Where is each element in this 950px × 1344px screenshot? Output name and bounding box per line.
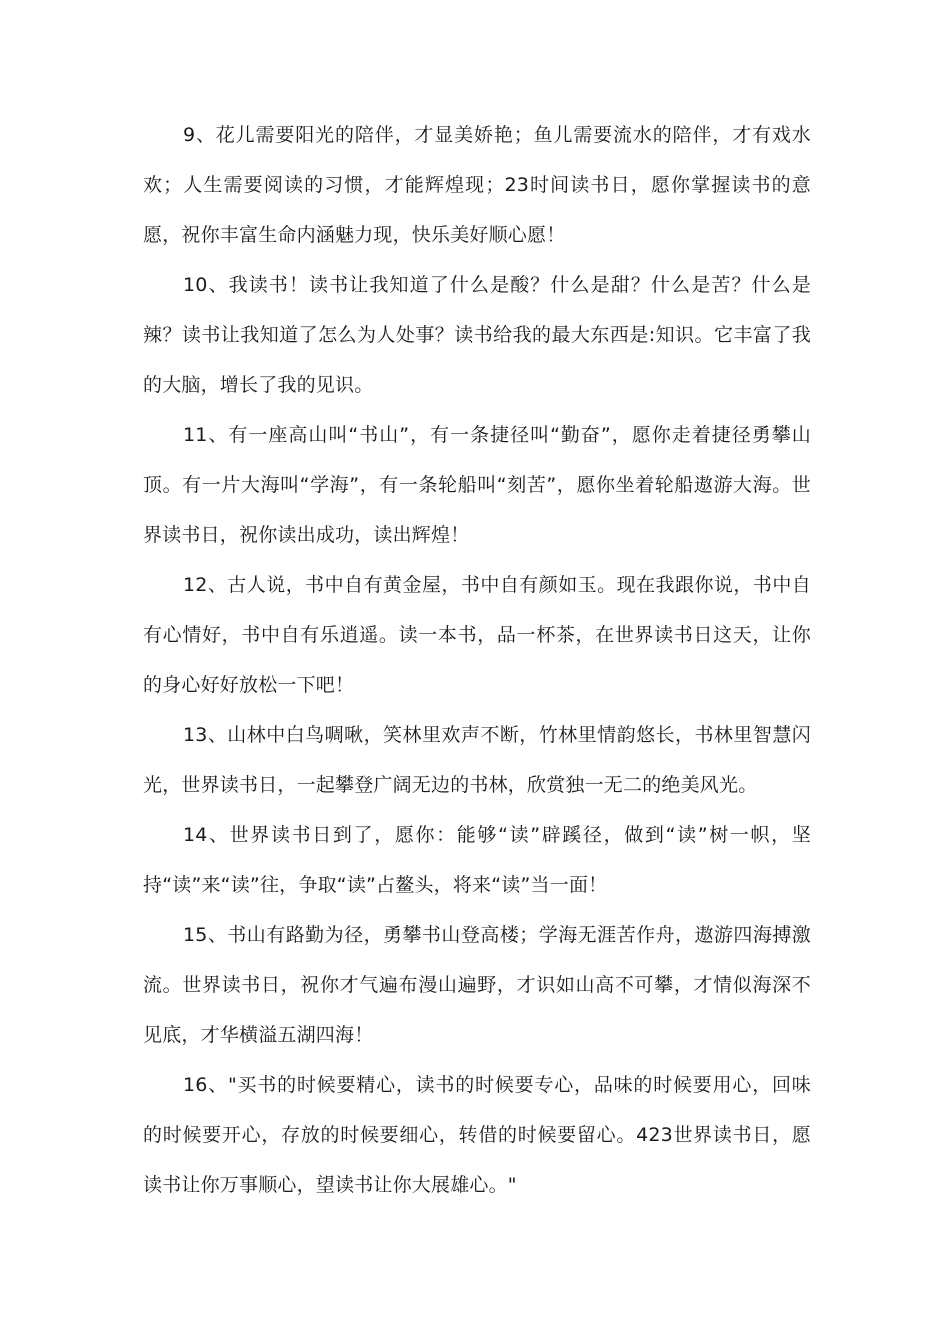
paragraph-10: 10、我读书！读书让我知道了什么是酸？什么是甜？什么是苦？什么是辣？读书让我知道了怎么为人处事？读书给我的最大东西是:知识。它丰富了我的大脑，增长了我的见识。 bbox=[143, 274, 811, 396]
paragraph-16: 16、"买书的时候要精心，读书的时候要专心，品味的时候要用心，回味的时候要开心，存放的时候要细心，转借的时候要留心。423世界读书日，愿读书让你万事顺心，望读书让你大展雄心。" bbox=[143, 1074, 811, 1196]
document-body bbox=[143, 110, 811, 1210]
paragraph-15: 15、书山有路勤为径，勇攀书山登高楼；学海无涯苦作舟，遨游四海搏激流。世界读书日，祝你才气遍布漫山遍野，才识如山高不可攀，才情似海深不见底，才华横溢五湖四海！ bbox=[143, 924, 811, 1046]
paragraph-14: 14、世界读书日到了，愿你：能够“读”辟蹊径，做到“读”树一帜，坚持“读”来“读”往，争取“读”占鳌头，将来“读”当一面！ bbox=[143, 824, 811, 896]
paragraph-11: 11、有一座高山叫“书山”，有一条捷径叫“勤奋”，愿你走着捷径勇攀山顶。有一片大海叫“学海”，有一条轮船叫“刻苦”，愿你坐着轮船遨游大海。世界读书日，祝你读出成功，读出辉煌！ bbox=[143, 424, 811, 546]
paragraph-9: 9、花儿需要阳光的陪伴，才显美娇艳；鱼儿需要流水的陪伴，才有戏水欢；人生需要阅读的习惯，才能辉煌现；23时间读书日，愿你掌握读书的意愿，祝你丰富生命内涵魅力现，快乐美好顺心愿！ bbox=[143, 124, 811, 246]
paragraph-13: 13、山林中白鸟啁啾，笑林里欢声不断，竹林里情韵悠长，书林里智慧闪光，世界读书日，一起攀登广阔无边的书林，欣赏独一无二的绝美风光。 bbox=[143, 724, 811, 796]
paragraph-12: 12、古人说，书中自有黄金屋，书中自有颜如玉。现在我跟你说，书中自有心情好，书中自有乐逍遥。读一本书，品一杯茶，在世界读书日这天，让你的身心好好放松一下吧！ bbox=[143, 574, 811, 696]
